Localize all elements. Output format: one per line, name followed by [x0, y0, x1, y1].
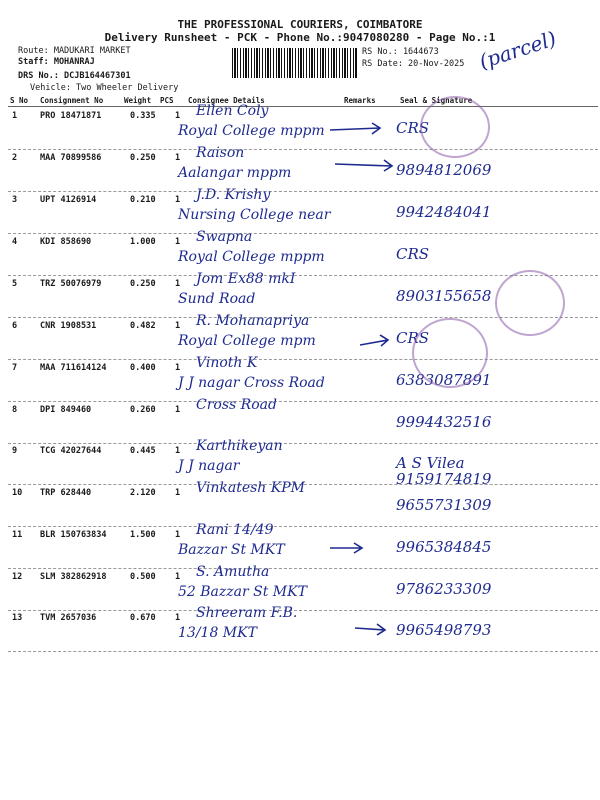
signature-handwriting: 9894812069: [396, 161, 492, 179]
col-pcs: PCS: [160, 96, 174, 105]
row-consignment-no: TRZ 50076979: [40, 279, 102, 289]
col-sno: S No: [10, 96, 29, 105]
consignee-handwriting: Karthikeyan: [196, 438, 283, 454]
row-sno: 12: [12, 572, 23, 582]
signature-handwriting: CRS: [396, 245, 430, 263]
col-remarks: Remarks: [344, 96, 376, 105]
consignee-handwriting: S. Amutha: [196, 564, 270, 580]
row-pcs: 1: [175, 363, 181, 373]
row-consignment-no: KDI 858690: [40, 237, 92, 247]
consignee-handwriting: Shreeram F.B.: [196, 605, 298, 621]
consignee-handwriting: Sund Road: [178, 291, 256, 307]
consignee-handwriting: J.D. Krishy: [196, 187, 271, 203]
row-pcs: 1: [175, 153, 181, 163]
row-consignment-no: CNR 1908531: [40, 321, 97, 331]
row-sno: 13: [12, 613, 23, 623]
consignee-handwriting: J J nagar Cross Road: [178, 375, 325, 391]
row-consignment-no: SLM 382862918: [40, 572, 107, 582]
signature-handwriting: 9965384845: [396, 538, 492, 556]
consignee-handwriting: Aalangar mppm: [178, 165, 292, 181]
consignee-handwriting: Jom Ex88 mkI: [196, 271, 296, 287]
row-weight: 0.250: [130, 153, 156, 163]
signature-handwriting: 9786233309: [396, 580, 492, 598]
row-weight: 0.670: [130, 613, 156, 623]
row-consignment-no: TRP 628440: [40, 488, 92, 498]
signature-handwriting: A S Vilea: [396, 454, 465, 472]
row-weight: 0.335: [130, 111, 156, 121]
arrow-mark: [330, 543, 362, 553]
row-pcs: 1: [175, 488, 181, 498]
row-weight: 0.482: [130, 321, 156, 331]
row-consignment-no: TCG 42027644: [40, 446, 102, 456]
row-sno: 7: [12, 363, 18, 373]
consignee-handwriting: Royal College mppm: [178, 249, 325, 265]
vehicle-label: Vehicle: Two Wheeler Delivery: [30, 83, 179, 93]
row-consignment-no: UPT 4126914: [40, 195, 97, 205]
consignee-handwriting: Swapna: [196, 229, 253, 245]
consignee-handwriting: Rani 14/49: [196, 522, 274, 538]
consignee-handwriting: R. Mohanapriya: [196, 313, 310, 329]
row-sno: 8: [12, 405, 18, 415]
row-weight: 0.400: [130, 363, 156, 373]
consignee-handwriting: 13/18 MKT: [178, 625, 257, 641]
col-consignee: Consignee Details: [188, 96, 265, 105]
row-pcs: 1: [175, 446, 181, 456]
col-weight: Weight: [124, 96, 152, 105]
row-sno: 6: [12, 321, 18, 331]
drs-label: DRS No.: DCJB164467301: [18, 71, 131, 81]
row-weight: 0.250: [130, 279, 156, 289]
signature-handwriting: CRS: [396, 329, 430, 347]
signature-handwriting: 9942484041: [396, 203, 492, 221]
row-consignment-no: TVM 2657036: [40, 613, 97, 623]
col-seal-signature: Seal & Signature: [400, 96, 473, 105]
consignee-handwriting: Vinoth K: [196, 355, 258, 371]
row-pcs: 1: [175, 405, 181, 415]
row-sno: 2: [12, 153, 18, 163]
row-sno: 3: [12, 195, 18, 205]
arrow-mark: [330, 123, 380, 134]
signature-handwriting: 9655731309: [396, 496, 492, 514]
row-pcs: 1: [175, 321, 181, 331]
row-weight: 0.260: [130, 405, 156, 415]
row-pcs: 1: [175, 572, 181, 582]
arrow-mark: [360, 335, 388, 346]
row-pcs: 1: [175, 279, 181, 289]
rs-date: RS Date: 20-Nov-2025: [362, 59, 465, 69]
signature-handwriting: 6383087891: [396, 371, 492, 389]
row-sno: 11: [12, 530, 23, 540]
route-label: Route: MADUKARI MARKET: [18, 46, 131, 56]
consignee-handwriting: 52 Bazzar St MKT: [178, 584, 307, 600]
row-sno: 5: [12, 279, 18, 289]
row-sno: 10: [12, 488, 23, 498]
row-consignment-no: DPI 849460: [40, 405, 92, 415]
page-title: THE PROFESSIONAL COURIERS, COIMBATORE: [177, 18, 423, 31]
row-pcs: 1: [175, 237, 181, 247]
consignee-handwriting: Royal College mppm: [178, 123, 325, 139]
row-pcs: 1: [175, 530, 181, 540]
signature-handwriting: 9159174819: [396, 470, 492, 488]
row-weight: 0.445: [130, 446, 156, 456]
rs-number: RS No.: 1644673: [362, 47, 439, 57]
row-weight: 1.500: [130, 530, 156, 540]
parcel-note: (parcel): [476, 26, 560, 74]
row-consignment-no: MAA 70899586: [40, 153, 102, 163]
row-pcs: 1: [175, 613, 181, 623]
page-subtitle: Delivery Runsheet - PCK - Phone No.:9047080280 - Page No.:1: [104, 31, 496, 44]
row-weight: 1.000: [130, 237, 156, 247]
signature-handwriting: 9994432516: [396, 413, 492, 431]
signature-handwriting: 8903155658: [396, 287, 492, 305]
arrow-mark: [355, 624, 385, 635]
consignee-handwriting: Royal College mpm: [178, 333, 316, 349]
consignee-handwriting: Raison: [196, 145, 245, 161]
signature-handwriting: CRS: [396, 119, 430, 137]
col-consignment: Consignment No: [40, 96, 104, 105]
consignee-handwriting: Vinkatesh KPM: [196, 480, 305, 496]
row-consignment-no: BLR 150763834: [40, 530, 107, 540]
row-pcs: 1: [175, 111, 181, 121]
row-sno: 1: [12, 111, 18, 121]
consignee-handwriting: Cross Road: [196, 397, 277, 413]
arrow-mark: [335, 160, 392, 171]
row-consignment-no: PRO 18471871: [40, 111, 102, 121]
row-weight: 2.120: [130, 488, 156, 498]
row-pcs: 1: [175, 195, 181, 205]
consignee-handwriting: Ellen Coly: [196, 103, 269, 119]
row-sno: 9: [12, 446, 18, 456]
row-weight: 0.500: [130, 572, 156, 582]
consignee-handwriting: Nursing College near: [178, 207, 331, 223]
consignee-handwriting: Bazzar St MKT: [178, 542, 285, 558]
consignee-handwriting: J J nagar: [178, 458, 240, 474]
signature-handwriting: 9965498793: [396, 621, 492, 639]
staff-label: Staff: MOHANRAJ: [18, 57, 95, 67]
row-consignment-no: MAA 711614124: [40, 363, 107, 373]
row-sno: 4: [12, 237, 18, 247]
row-weight: 0.210: [130, 195, 156, 205]
